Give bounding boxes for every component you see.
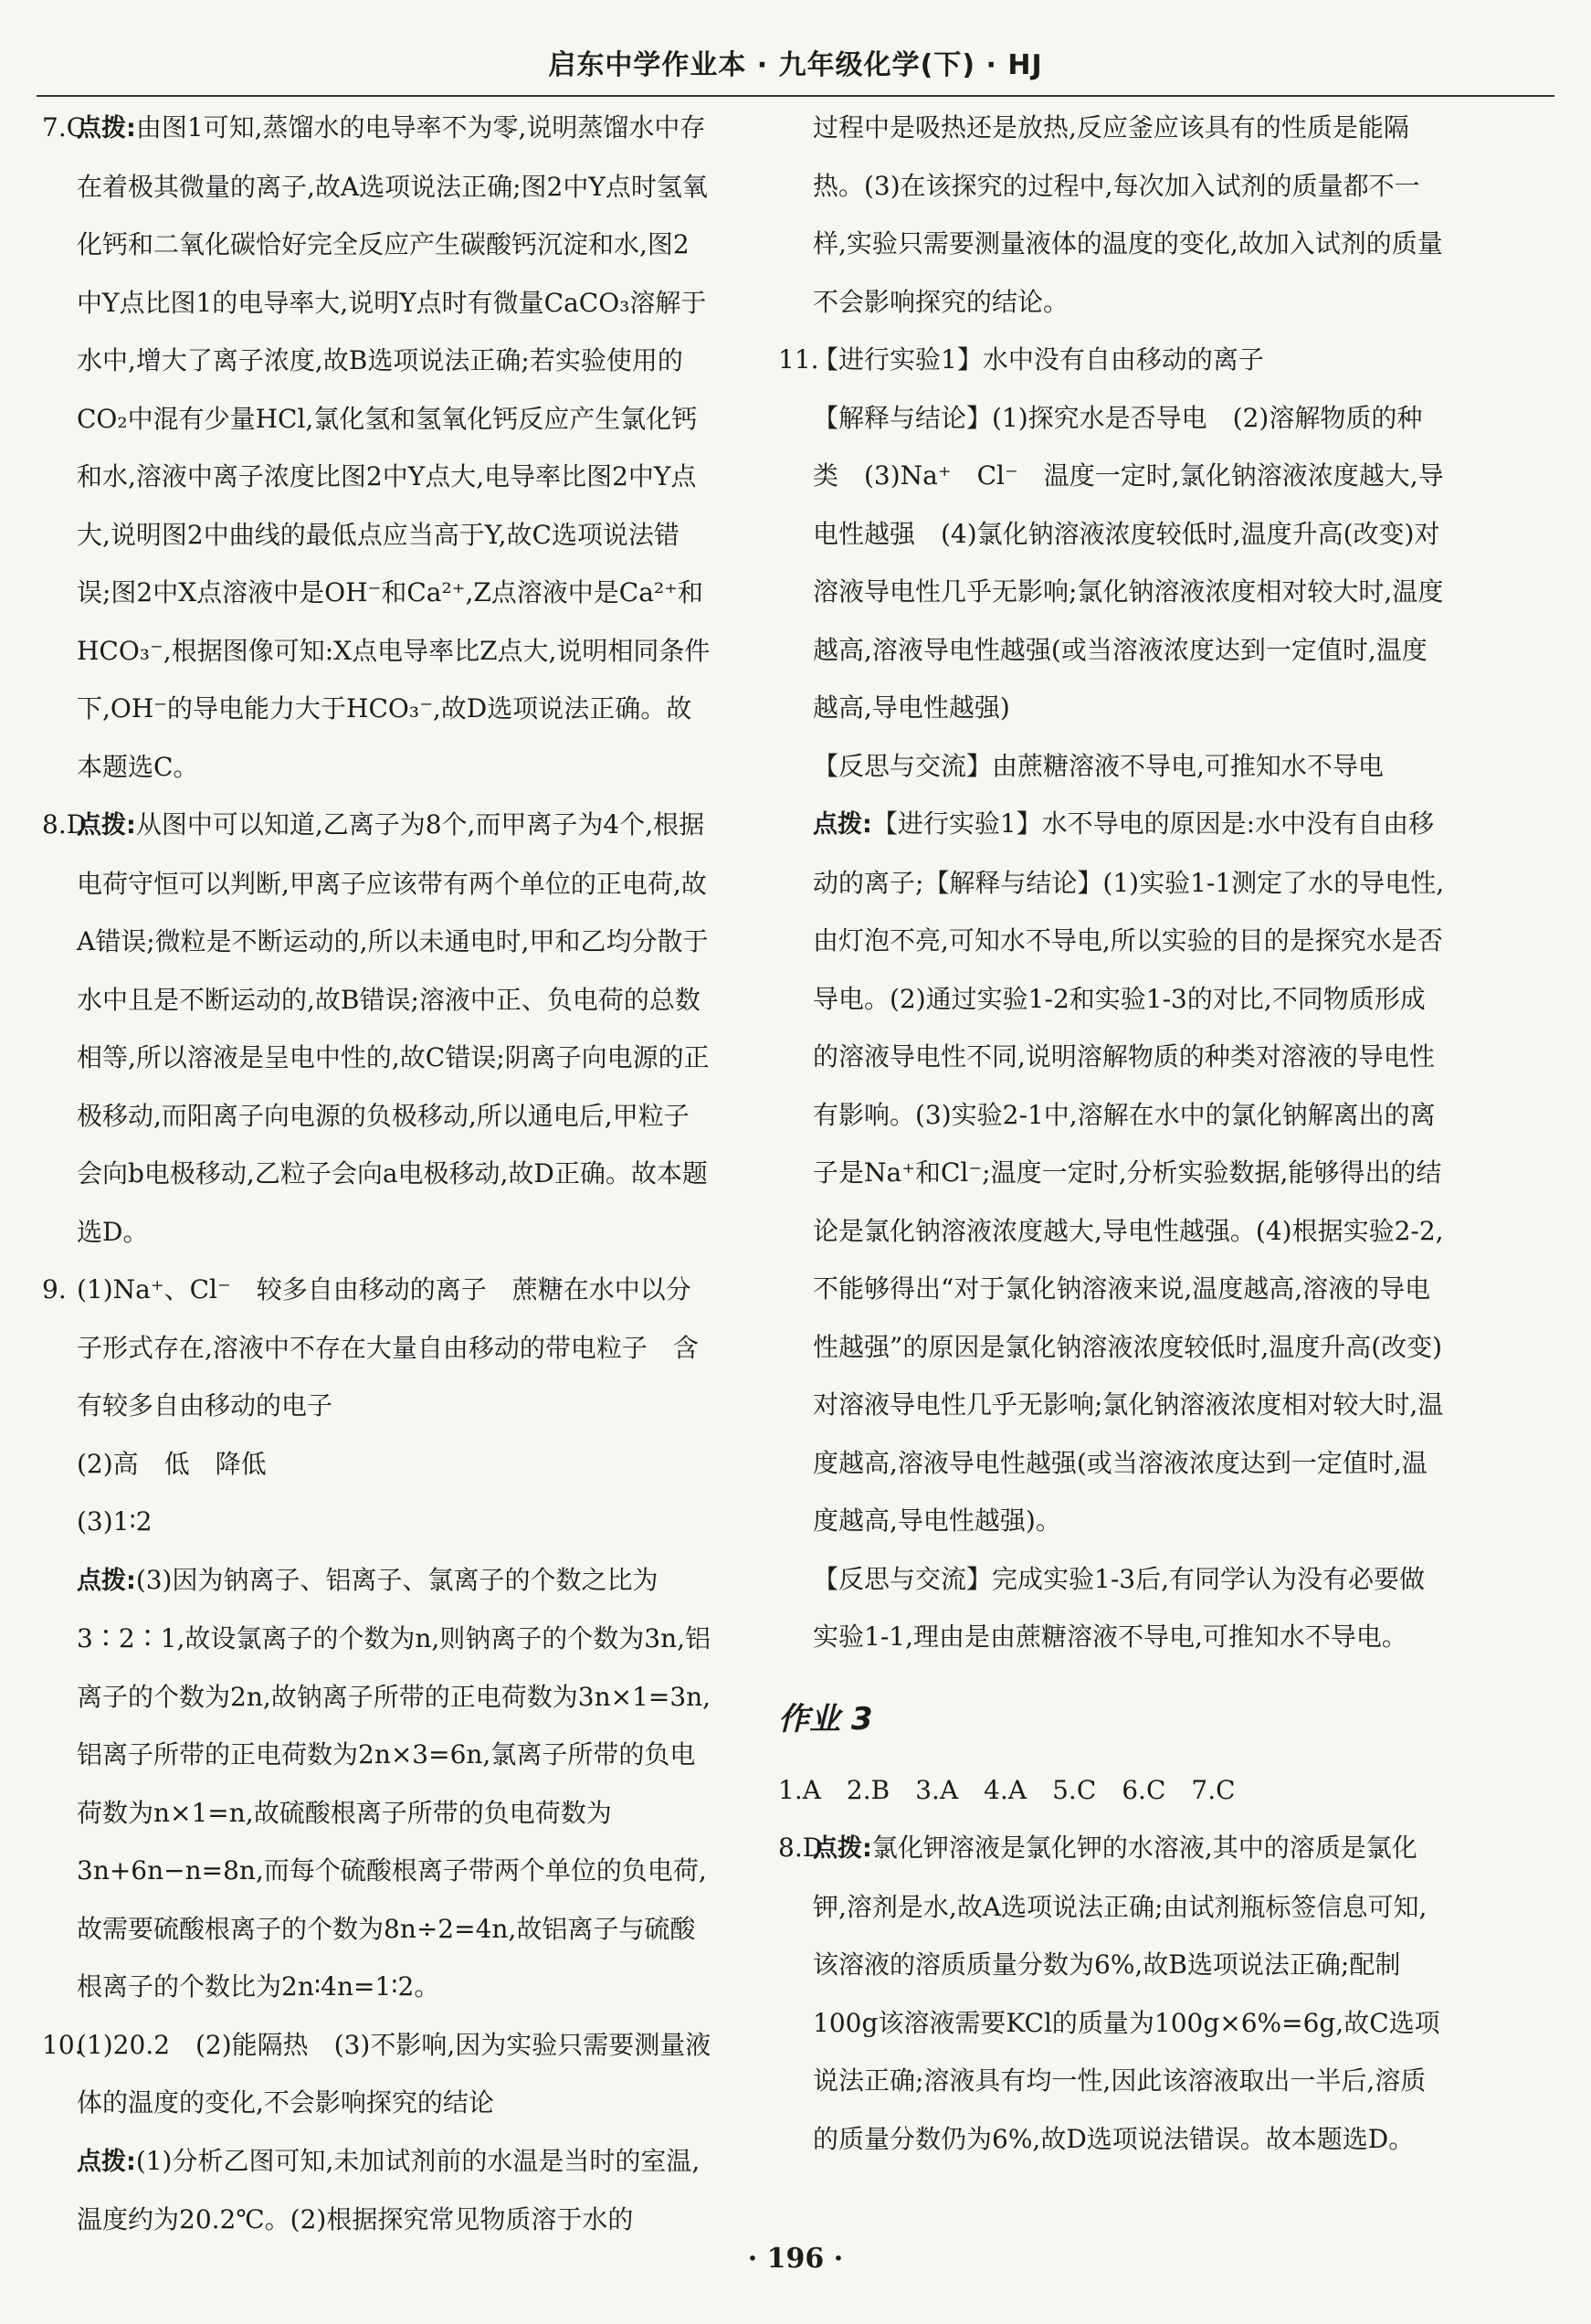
hint-text: 由图1可知,蒸馏水的电导率不为零,说明蒸馏水中存在着极其微量的离子,故A选项说法正确;图2中Y点时氢氧化钙和二氧化碳恰好完全反应产生碳酸钙沉淀和水,图2中Y点比图1的电导率大,说明Y点时有微量CaCO₃溶解于水中,增大了离子浓度,故B选项说法正确;若实验使用的CO₂中混有少量HCl,氯化氢和氢氧化钙反应产生氯化钙和水,溶液中离子浓度比图2中Y点大,电导率比图2中Y点大,说明图2中曲线的最低点应当高于Y,故C选项说法错误;图2中X点溶液中是OH⁻和Ca²⁺,Z点溶液中是Ca²⁺和HCO₃⁻,根据图像可知:X点电导率比Z点大,说明相同条件下,OH⁻的导电能力大于HCO₃⁻,故D选项说法正确。故本题选C。 [77,112,711,782]
section-title: 作业 3 [778,1700,873,1738]
answer-number: 10. [42,2029,83,2060]
answer-8 [42,796,713,1261]
answer-line: (1)20.2 (2)能隔热 (3)不影响,因为实验只需要测量液体的温度的变化,不会影响探究的结论 [77,2029,711,2118]
right-column [778,99,1445,2168]
answer-line: (1)Na⁺、Cl⁻ 较多自由移动的离子 蔗糖在水中以分子形式存在,溶液中不存在大量自由移动的带电粒子 含有较多自由移动的电子 [77,1274,699,1421]
hint-label: 点拨: [77,1566,136,1595]
answer-line: (2)高 低 降低 [77,1448,267,1479]
left-column [42,99,713,2249]
answer-10-continued: 过程中是吸热还是放热,反应釜应该具有的性质是能隔热。(3)在该探究的过程中,每次加入试剂的质量都不一样,实验只需要测量液体的温度的变化,故加入试剂的质量不会影响探究的结论。 [813,112,1443,317]
hint-block [77,2132,713,2249]
answer-9 [42,1261,713,2016]
answer-line: (3)1∶2 [77,1506,153,1537]
hint-label: 点拨: [813,810,872,839]
page-header: 启东中学作业本 · 九年级化学(下) · HJ [37,42,1554,97]
hint-text-2: 【反思与交流】完成实验1-3后,有同学认为没有必要做实验1-1,理由是由蔗糖溶液不导电,可推知水不导电。 [813,1563,1425,1652]
hint-label: 点拨: [77,811,136,840]
hint-text: 【进行实验1】水不导电的原因是:水中没有自由移动的离子;【解释与结论】(1)实验1-1测定了水的导电性,由灯泡不亮,可知水不导电,所以实验的目的是探究水是否导电。(2)通过实验1-2和实验1-3的对比,不同物质形成的溶液导电性不同,说明溶解物质的种类对溶液的导电性有影响。(3)实验2-1中,溶解在水中的氯化钠解离出的离子是Na⁺和Cl⁻;温度一定时,分析实验数据,能够得出的结论是氯化钠溶液浓度越大,导电性越强。(4)根据实验2-2,不能够得出“对于氯化钠溶液来说,温度越高,溶液的导电性越强”的原因是氯化钠溶液浓度较低时,温度升高(改变)对溶液导电性几乎无影响;氯化钠溶液浓度相对较大时,温度越高,溶液导电性越强(或当溶液浓度达到一定值时,温度越高,导电性越强)。 [813,808,1445,1536]
answer-number: 8.D [42,809,88,840]
answer-11 [778,331,1445,1666]
answer-number: 8.D [778,1833,824,1863]
hint-text: (3)因为钠离子、铝离子、氯离子的个数之比为3∶2∶1,故设氯离子的个数为n,则钠离子的个数为3n,铝离子的个数为2n,故钠离子所带的正电荷数为3n×1=3n,铝离子所带的正电荷数为2n×3=6n,氯离子所带的负电荷数为n×1=n,故硫酸根离子所带的负电荷数为3n+6n−n=8n,而每个硫酸根离子带两个单位的负电荷,故需要硫酸根离子的个数为8n÷2=4n,故铝离子与硫酸根离子的个数比为2n∶4n=1∶2。 [77,1564,711,2002]
answer-10 [42,2016,713,2249]
answer-number: 11. [778,344,819,375]
hint-block [77,1551,713,2016]
page-number: · 196 · [747,2243,844,2275]
answer-7 [42,99,713,796]
answer-line: 【进行实验1】水中没有自由移动的离子 [813,344,1264,375]
hint-label: 点拨: [77,2147,136,2176]
hint-text: 氯化钾溶液是氯化钾的水溶液,其中的溶质是氯化钾,溶剂是水,故A选项说法正确;由试剂瓶标签信息可知,该溶液的溶质质量分数为6%,故B选项说法正确;配制100g该溶液需要KCl的质量为100g×6%=6g,故C选项说法正确;溶液具有均一性,因此该溶液取出一半后,溶质的质量分数仍为6%,故D选项说法错误。故本题选D。 [813,1833,1440,2154]
choice-answers: 1.A 2.B 3.A 4.A 5.C 6.C 7.C [778,1774,1236,1805]
answer-number: 7.C [42,112,87,143]
answer-line: 【反思与交流】由蔗糖溶液不导电,可推知水不导电 [813,750,1384,781]
hint-label: 点拨: [77,114,136,143]
hint-label: 点拨: [813,1834,872,1863]
answer-line: 【解释与结论】(1)探究水是否导电 (2)溶解物质的种类 (3)Na⁺ Cl⁻ 温度一定时,氯化钠溶液浓度越大,导电性越强 (4)氯化钠溶液浓度较低时,温度升高(改变)对溶液导电性几乎无影响;氯化钠溶液浓度相对较大时,温度越高,溶液导电性越强(或当溶液浓度达到一定值时,温度越高,导电性越强) [813,402,1444,723]
answer-hw3-8 [778,1819,1445,2168]
hint-block [813,795,1445,1550]
answer-number: 9. [42,1274,67,1305]
hint-text: (1)分析乙图可知,未加试剂前的水温是当时的室温,温度约为20.2℃。(2)根据探究常见物质溶于水的 [77,2145,701,2234]
hint-text: 从图中可以知道,乙离子为8个,而甲离子为4个,根据电荷守恒可以判断,甲离子应该带有两个单位的正电荷,故A错误;微粒是不断运动的,所以未通电时,甲和乙均分散于水中且是不断运动的,故B错误;溶液中正、负电荷的总数相等,所以溶液是呈电中性的,故C错误;阴离子向电源的正极移动,而阳离子向电源的负极移动,所以通电后,甲粒子会向b电极移动,乙粒子会向a电极移动,故D正确。故本题选D。 [77,809,710,1247]
